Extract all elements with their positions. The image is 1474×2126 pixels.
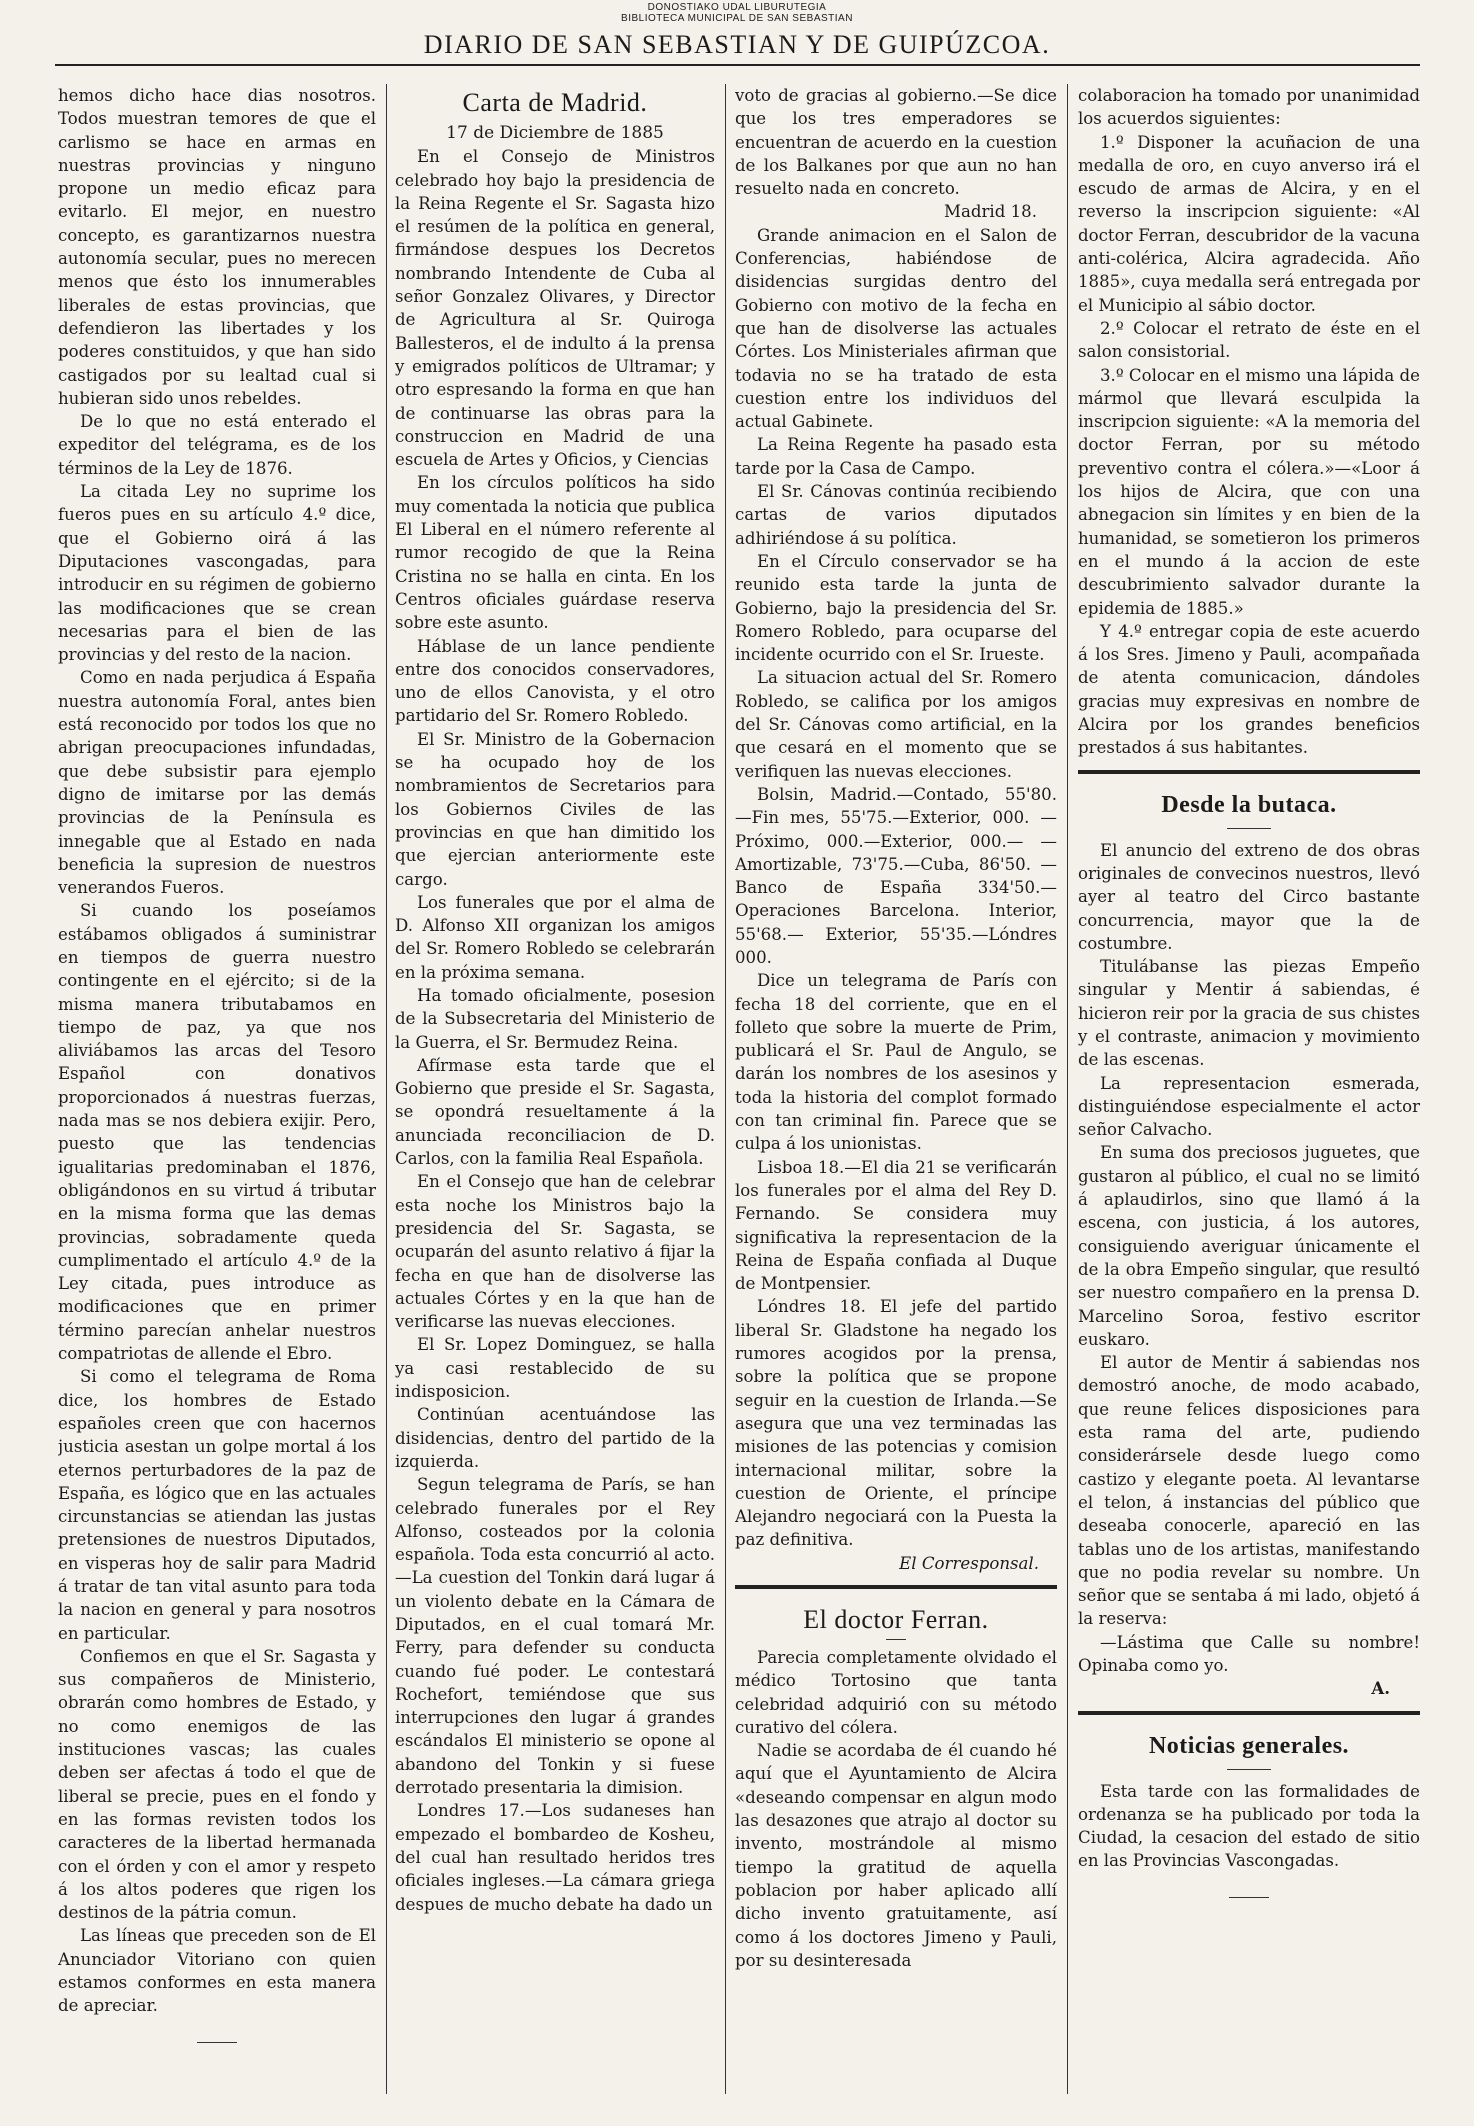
article-paragraph: El anuncio del extreno de dos obras originales de convecinos nuestros, llevó ayer al teatro del Circo bastante concurrencia, mayor que la de costumbre.	[1078, 840, 1420, 953]
title-rule	[1227, 828, 1271, 829]
article-title: Noticias generales.	[1148, 1732, 1350, 1759]
article-paragraph: La citada Ley no suprime los fueros pues en su artículo 4.º dice, que el Gobierno oirá á las Diputaciones vascongadas, para introducir en su régimen de gobierno las modificaciones que se crean necesarias para el bien de las provincias y del resto de la nacion.	[58, 482, 376, 665]
article-paragraph: En los círculos políticos ha sido muy comentada la noticia que publica El Liberal en el número referente al rumor recogido de que la Reina Cristina no se halla en cinta. En los Centros oficiales guárdase reserva sobre este asunto.	[395, 473, 715, 633]
author-initial: A.	[1371, 1678, 1390, 1699]
article-paragraph: Ha tomado oficialmente, posesion de la Subsecretaria del Ministerio de la Guerra, el Sr. Bermudez Reina.	[395, 985, 715, 1052]
masthead: DIARIO DE SAN SEBASTIAN Y DE GUIPÚZCOA.	[423, 30, 1051, 59]
article-paragraph: Si cuando los poseíamos estábamos obligados á suministrar en tiempos de guerra nuestro contingente en el ejército; si de la misma manera tributabamos en tiempo de paz, ya que nos aliviábamos las arcas del Tesoro Español con donativos proporcionados á nuestras fuerzas, nada mas se nos debiera exijir. Pero, puesto que las tendencias igualitarias predominaban el 1876, obligándonos en su virtud á tributar en la misma forma que las demas provincias, sobradamente queda cumplimentado el artículo 4.º de la Ley citada, pues introduce as modificaciones que en primer término parecían anhelar nuestros compatriotas de allende el Ebro.	[58, 901, 376, 1364]
article-paragraph: 1.º Disponer la acuñacion de una medalla de oro, en cuyo anverso irá el escudo de armas de Alcira, y en el reverso la inscripcion siguiente: «Al doctor Ferran, descubridor de la vacuna anti-colérica, Alcira agradecida. Año 1885», cuya medalla será entregada por el Municipio al sábio doctor.	[1078, 132, 1420, 315]
article-paragraph: Las líneas que preceden son de El Anunciador Vitoriano con quien estamos conformes en esta manera de apreciar.	[58, 1926, 376, 2016]
article-paragraph: Nadie se acordaba de él cuando hé aquí que el Ayuntamiento de Alcira «deseando compensar en algun modo las desazones que atrajo al doctor su invento, mostrándole al mismo tiempo la gratitud de aquella poblacion por haber aplicado allí dicho invento gratuitamente, así como á los doctores Jimeno y Pauli, por su desinteresada	[735, 1741, 1057, 1970]
column-1	[58, 84, 376, 2104]
section-rule	[1078, 1711, 1420, 1715]
end-dash	[1229, 1897, 1269, 1898]
column-2	[395, 84, 715, 2104]
article-paragraph: En el Círculo conservador se ha reunido esta tarde la junta de Gobierno, bajo la presidencia del Sr. Romero Robledo, para ocuparse del incidente ocurrido con el Sr. Irueste.	[735, 551, 1057, 665]
article-paragraph: El Sr. Cánovas continúa recibiendo cartas de varios diputados adhiriéndose á su política.	[735, 482, 1057, 548]
article-paragraph: 3.º Colocar en el mismo una lápida de mármol que llevará esculpida la inscripcion siguiente: «A la memoria del doctor Ferran, por su método preventivo contra el cólera.»—«Loor á los hijos de Alcira, que con una abnegacion sin límites y en bien de la humanidad, se sometieron los primeros en el mundo á la accion de este descubrimiento salvador durante la epidemia de 1885.»	[1078, 365, 1420, 618]
article-paragraph: En el Consejo que han de celebrar esta noche los Ministros bajo la presidencia del Sr. Sagasta, se ocuparán del asunto relativo á fijar la fecha en que han de disolverse las actuales Córtes y en la que han de verificarse las nuevas elecciones.	[395, 1172, 715, 1332]
article-paragraph: Como en nada perjudica á España nuestra autonomía Foral, antes bien está reconocido por todos los que no abrigan preocupaciones infundadas, que debe subsistir para ejemplo digno de imitarse por las demás provincias de la Península es innegable que al Estado en nada beneficia la supresion de nuestros venerandos Fueros.	[58, 668, 376, 898]
article-paragraph: De lo que no está enterado el expeditor del telégrama, es de los términos de la Ley de 1876.	[58, 412, 376, 478]
article-paragraph: La situacion actual del Sr. Romero Robledo, se califica por los amigos del Sr. Cánovas como artificial, en la que cesará en el momento que se verifiquen las nuevas elecciones.	[735, 668, 1057, 781]
column-rule	[386, 84, 387, 2094]
article-paragraph: Titulábanse las piezas Empeño singular y Mentir á sabiendas, é hicieron reir por la gracia de sus chistes y el contraste, animacion y movimiento de las escenas.	[1078, 957, 1420, 1070]
article-paragraph: Londres 17.—Los sudaneses han empezado el bombardeo de Kosheu, del cual han resultado heridos tres oficiales ingleses.—La cámara griega despues de mucho debate ha dado un	[395, 1801, 715, 1914]
article-paragraph: Dice un telegrama de París con fecha 18 del corriente, que en el folleto que sobre la muerte de Prim, publicará el Sr. Paul de Angulo, se darán los nombres de los asesinos y toda la historia del complot formado con tan criminal fin. Parece que se culpa á los unionistas.	[735, 971, 1057, 1154]
library-line-2: BIBLIOTECA MUNICIPAL DE SAN SEBASTIAN	[621, 13, 853, 24]
article-paragraph: Los funerales que por el alma de D. Alfonso XII organizan los amigos del Sr. Romero Robledo se celebrarán en la próxima semana.	[395, 892, 715, 982]
article-paragraph: Esta tarde con las formalidades de ordenanza se ha publicado por toda la Ciudad, la cesacion del estado de sitio en las Provincias Vascongadas.	[1078, 1781, 1420, 1871]
article-paragraph: Parecia completamente olvidado el médico Tortosino que tanta celebridad adquirió con su método curativo del cólera.	[735, 1648, 1057, 1737]
article-title: Desde la butaca.	[1161, 791, 1337, 818]
article-paragraph: Lóndres 18. El jefe del partido liberal Sr. Gladstone ha negado los rumores acogidos por la prensa, sobre la política que se propone seguir en la cuestion de Irlanda.—Se asegura que una vez terminadas las misiones de las potencias y comision internacional militar, sobre la cuestion de Oriente, el príncipe Alejandro negociará con la Puesta la paz definitiva.	[735, 1297, 1057, 1550]
article-paragraph: colaboracion ha tomado por unanimidad los acuerdos siguientes:	[1078, 86, 1420, 129]
article-paragraph: Continúan acentuándose las disidencias, dentro del partido de la izquierda.	[395, 1405, 715, 1471]
article-paragraph: Si como el telegrama de Roma dice, los hombres de Estado españoles creen que con hacernos justicia asestan un golpe mortal á los eternos perturbadores de la paz de España, es lógico que en las actuales circunstancias se atiendan las justas pretensiones de nuestros Diputados, en visperas hoy de salir para Madrid á tratar de tan vital asunto para toda la nacion en general y para nosotros en particular.	[58, 1367, 376, 1643]
article-paragraph: En suma dos preciosos juguetes, que gustaron al público, el cual no se limitó á aplaudirlos, sino que llamó á la escena, con justicia, á los autores, consiguiendo averiguar únicamente el de la obra Empeño singular, que resultó ser nuestro compañero en la prensa D. Marcelino Soroa, festivo escritor euskaro.	[1078, 1143, 1420, 1349]
title-rule	[1227, 1769, 1271, 1770]
article-date: 17 de Diciembre de 1885	[446, 123, 664, 143]
signature: El Corresponsal.	[899, 1553, 1039, 1573]
article-paragraph: La representacion esmerada, distinguiéndose especialmente el actor señor Calvacho.	[1078, 1073, 1420, 1140]
title-dash	[886, 1639, 906, 1640]
article-paragraph: Y 4.º entregar copia de este acuerdo á los Sres. Jimeno y Pauli, acompañada de atenta comunicacion, dándoles gracias muy expresivas en nombre de Alcira por los grandes beneficios prestados á sus habitantes.	[1078, 621, 1420, 758]
article-paragraph: En el Consejo de Ministros celebrado hoy bajo la presidencia de la Reina Regente el Sr. Sagasta hizo el resúmen de la política en general, firmándose despues los Decretos nombrando Intendente de Cuba al señor Gonzalez Olivares, y Director de Agricultura al Sr. Quiroga Ballesteros, el de indulto á la prensa y emigrados políticos de Ultramar; y otro espresando la forma en que han de continuarse las obras para la construccion en Madrid de una escuela de Artes y Oficios, y Ciencias	[395, 147, 715, 470]
column-4	[1078, 84, 1420, 2104]
article-paragraph: Grande animacion en el Salon de Conferencias, habiéndose de disidencias surgidas dentro del Gobierno con motivo de la fecha en que han de disolverse las actuales Córtes. Los Ministeriales afirman que todavia no se ha tratado de esta cuestion entre los individuos del actual Gabinete.	[735, 225, 1057, 432]
article-paragraph: El Sr. Lopez Dominguez, se halla ya casi restablecido de su indisposicion.	[395, 1335, 715, 1402]
column-3	[735, 84, 1057, 2104]
end-dash	[197, 2042, 237, 2043]
column-rule	[725, 84, 726, 2094]
section-rule	[735, 1585, 1057, 1589]
article-title: El doctor Ferran.	[803, 1605, 989, 1634]
article-paragraph: voto de gracias al gobierno.—Se dice que los tres emperadores se encuentran de acuerdo en la cuestion de los Balkanes por que aun no han resuelto nada en concreto.	[735, 86, 1057, 199]
article-paragraph: Lisboa 18.—El dia 21 se verificarán los funerales por el alma del Rey D. Fernando. Se considera muy significativa la representacion de la Reina de España confiada al Duque de Montpensier.	[735, 1157, 1057, 1294]
library-stamp	[0, 2, 1474, 24]
quote: —Lástima que Calle su nombre! Opinaba como yo.	[1078, 1632, 1420, 1675]
article-paragraph: Segun telegrama de París, se han celebrado funerales por el Rey Alfonso, costeados por la colonia española. Toda esta concurrió al acto.—La cuestion del Tonkin dará lugar á un violento debate en la Cámara de Diputados, en el cual tomará Mr. Ferry, para defender su conducta cuando fué poder. Le contestará Rochefort, temiéndose que sus interrupciones den lugar á grandes escándalos El ministerio se opone al abandono del Tonkin y si fuese derrotado presentaria la dimision.	[395, 1475, 715, 1798]
dateline: Madrid 18.	[943, 202, 1037, 222]
article-paragraph: La Reina Regente ha pasado esta tarde por la Casa de Campo.	[735, 435, 1057, 478]
article-paragraph: hemos dicho hace dias nosotros. Todos muestran temores de que el carlismo se hace en armas en nuestras provincias y ninguno propone un medio eficaz para evitarlo. El mejor, en nuestro concepto, es garantizarnos nuestra autonomía secular, pues no merecen menos que ésto los innumerables liberales de estas provincias, que defendieron las libertades y los poderes constituidos, y que han sido castigados por su lealtad cual si hubieran sido unos rebeldes.	[58, 86, 376, 408]
article-paragraph: Afírmase esta tarde que el Gobierno que preside el Sr. Sagasta, se opondrá resueltamente á la anunciada reconciliacion de D. Carlos, con la familia Real Española.	[395, 1055, 715, 1169]
article-paragraph: El autor de Mentir á sabiendas nos demostró anoche, de modo acabado, que reune felices disposiciones para esta rama del arte, pudiendo considerársele desde luego como castizo y elegante poeta. Al levantarse el telon, á instancias del público que deseaba conocerle, apareció en las tablas uno de los artistas, manifestando que no podia revelar su nombre. Un señor que se sentaba á mi lado, objetó á la reserva:	[1078, 1353, 1420, 1629]
article-paragraph: Confiemos en que el Sr. Sagasta y sus compañeros de Ministerio, obrarán como hombres de Estado, y no como enemigos de las instituciones vascas; las cuales deben ser afectas á todo el que de liberal se precie, pues en el fondo y en las formas revisten todos los caracteres de la libertad hermanada con el órden y con el amor y respeto á los altos poderes que rigen los destinos de la pátria comun.	[58, 1646, 376, 1923]
article-paragraph: Bolsin, Madrid.—Contado, 55'80. —Fin mes, 55'75.—Exterior, 000. —Próximo, 000.—Exterior, 000.— —Amortizable, 73'75.—Cuba, 86'50. —Banco de España 334'50.—Operaciones Barcelona. Interior, 55'68.— Exterior, 55'35.—Lóndres 000.	[735, 784, 1057, 967]
article-paragraph: 2.º Colocar el retrato de éste en el salon consistorial.	[1078, 318, 1420, 362]
article-paragraph: El Sr. Ministro de la Gobernacion se ha ocupado hoy de los nombramientos de Secretarios para los Gobiernos Civiles de las provincias en que han dimitido los que ejercian anteriormente este cargo.	[395, 729, 715, 889]
masthead-rule	[55, 64, 1420, 66]
article-paragraph: Háblase de un lance pendiente entre dos conocidos conservadores, uno de ellos Canovista, y el otro partidario del Sr. Romero Robledo.	[395, 636, 715, 726]
library-line-1: DONOSTIAKO UDAL LIBURUTEGIA	[647, 2, 827, 13]
section-rule	[1078, 770, 1420, 774]
article-title: Carta de Madrid.	[462, 88, 648, 117]
column-rule	[1067, 84, 1068, 2094]
